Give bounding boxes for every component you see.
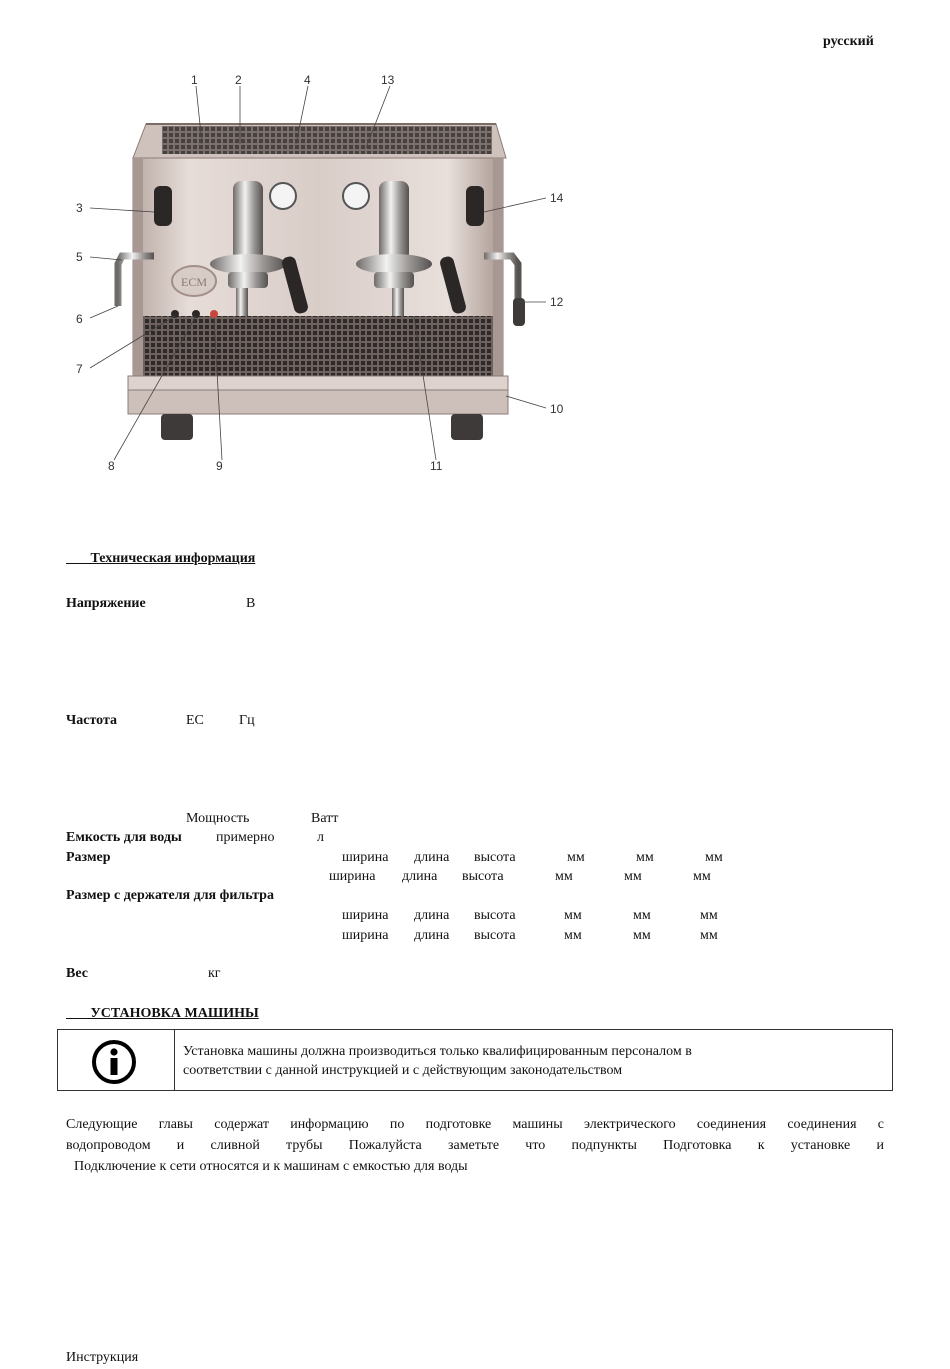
frequency-label: Частота [66,713,118,728]
install-paragraph [66,1114,884,1177]
callout-label: 11 [430,459,443,473]
notice-line: соответствии с данной инструкцией и с действующим законодательством [183,1063,623,1078]
dim-width: ширина [342,928,389,943]
frequency-ec: ЕС [186,713,204,728]
callout-label: 6 [76,312,83,326]
callout-label: 13 [381,73,395,87]
frequency-unit: Гц [239,713,255,728]
dim-width: ширина [342,908,389,923]
voltage-label: Напряжение [66,596,146,611]
callout-label: 10 [550,402,564,416]
paragraph-line: водопроводом и сливной трубы Пожалуйста заметьте что подпункты Подготовка к установке и [66,1138,884,1153]
callout-label: 5 [76,250,83,264]
notice-text [183,1042,692,1080]
weight-unit: кг [208,966,221,981]
water-unit: л [317,830,324,845]
paragraph-line: Следующие главы содержат информацию по подготовке машины электрического соединения соединения с [66,1117,884,1132]
espresso-machine-illustration [66,66,586,486]
power-label: Мощность [186,811,250,826]
dim-unit: мм [555,869,573,884]
footer-label: Инструкция [66,1350,139,1365]
callout-label: 7 [76,362,83,376]
dim-unit: мм [693,869,711,884]
callout-label: 1 [191,73,198,87]
callout-label: 9 [216,459,223,473]
notice-divider [174,1030,175,1090]
water-label: Емкость для воды [66,830,182,845]
language-label: русский [823,34,874,49]
dim-height: высота [474,908,516,923]
dim-unit: мм [564,908,582,923]
machine-diagram [66,66,586,486]
install-notice [57,1029,893,1091]
dim-unit: мм [705,850,723,865]
dim-unit: мм [700,928,718,943]
size-label: Размер [66,850,111,865]
dim-unit: мм [636,850,654,865]
callout-label: 3 [76,201,83,215]
tech-heading: Техническая информация [90,551,256,566]
dim-unit: мм [624,869,642,884]
dim-unit: мм [567,850,585,865]
power-unit: Ватт [311,811,339,826]
dim-unit: мм [564,928,582,943]
dim-unit: мм [633,928,651,943]
callout-label: 14 [550,191,564,205]
dim-length: длина [414,928,450,943]
dim-height: высота [474,928,516,943]
paragraph-line: Подключение к сети относятся и к машинам с емкостью для воды [74,1159,468,1174]
dim-height: высота [462,869,504,884]
callout-label: 4 [304,73,311,87]
dim-length: длина [402,869,438,884]
dim-unit: мм [700,908,718,923]
dim-width: ширина [329,869,376,884]
logo-text: ECM [180,275,208,289]
weight-label: Вес [66,966,88,981]
dim-length: длина [414,908,450,923]
dim-width: ширина [342,850,389,865]
dim-unit: мм [633,908,651,923]
callout-label: 8 [108,459,115,473]
callout-label: 2 [235,73,242,87]
install-heading: УСТАНОВКА МАШИНЫ [90,1006,259,1021]
dim-height: высота [474,850,516,865]
water-approx: примерно [216,830,275,845]
dim-length: длина [414,850,450,865]
voltage-unit: В [246,596,256,611]
size-filter-label: Размер с держателя для фильтра [66,888,274,903]
notice-line: Установка машины должна производиться только квалифицированным персоналом в [183,1044,692,1059]
info-icon [91,1039,137,1085]
callout-label: 12 [550,295,564,309]
